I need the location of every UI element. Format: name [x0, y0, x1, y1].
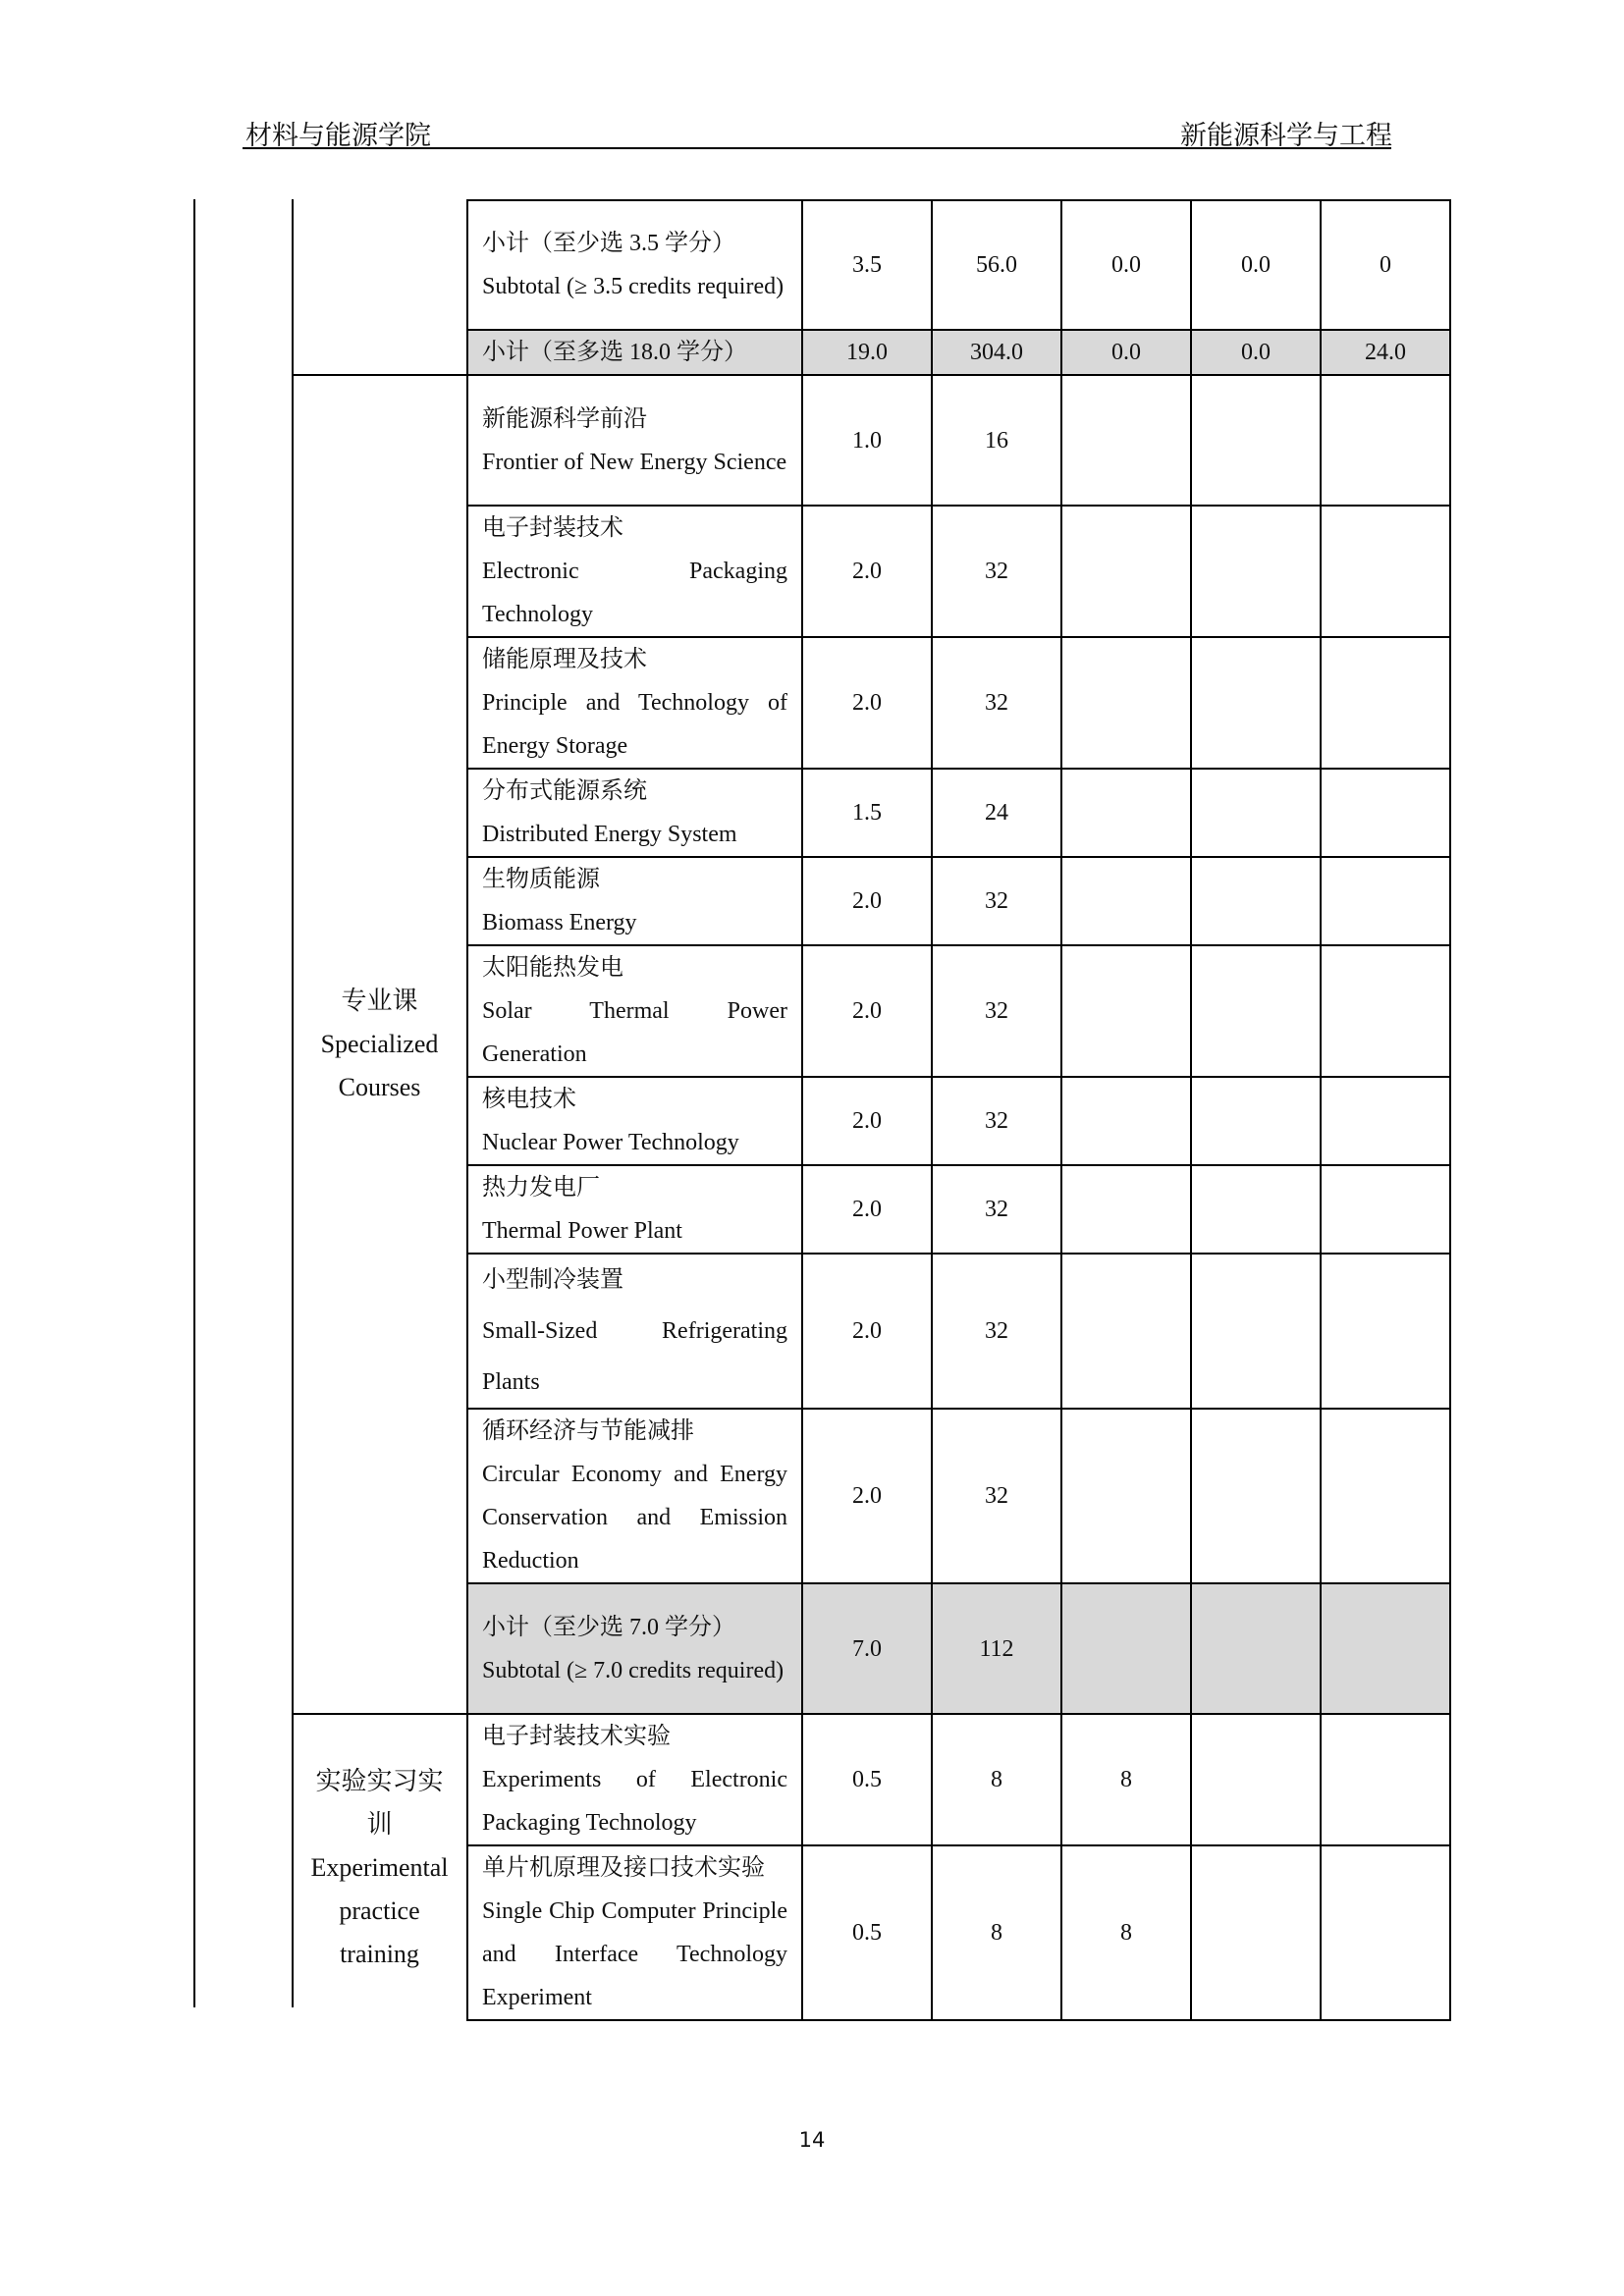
- value-cell: [1321, 1845, 1450, 2020]
- value-cell: 8: [1061, 1845, 1191, 2020]
- value-cell: [1321, 1254, 1450, 1409]
- course-name-cell: 新能源科学前沿 Frontier of New Energy Science: [467, 375, 802, 506]
- credits-cell: 2.0: [802, 1077, 932, 1165]
- value-cell: [1321, 506, 1450, 637]
- hours-cell: 8: [932, 1845, 1061, 2020]
- value-cell: 24.0: [1321, 330, 1450, 375]
- credits-cell: 19.0: [802, 330, 932, 375]
- value-cell: [1191, 506, 1321, 637]
- value-cell: [1321, 1077, 1450, 1165]
- hours-cell: 16: [932, 375, 1061, 506]
- value-cell: [1061, 506, 1191, 637]
- course-name-cell: 单片机原理及接口技术实验 Single Chip Computer Principle and Interface Technology Experiment: [467, 1845, 802, 2020]
- subtotal-name-cell: 小计（至少选 7.0 学分） Subtotal (≥ 7.0 credits required): [467, 1583, 802, 1714]
- table-row: [293, 1714, 1450, 1845]
- hours-cell: 56.0: [932, 200, 1061, 330]
- category-experimental: 实验实习实 训 Experimental practice training: [293, 1714, 467, 2020]
- course-name-cell: 分布式能源系统 Distributed Energy System: [467, 769, 802, 857]
- credits-cell: 1.0: [802, 375, 932, 506]
- course-name-cell: 小型制冷装置 Small-Sized Refrigerating Plants: [467, 1254, 802, 1409]
- header-rule: [243, 147, 1391, 149]
- course-name-cell: 生物质能源 Biomass Energy: [467, 857, 802, 945]
- course-name-cell: 热力发电厂 Thermal Power Plant: [467, 1165, 802, 1254]
- value-cell: [1061, 1409, 1191, 1583]
- credits-cell: 2.0: [802, 637, 932, 769]
- value-cell: [1321, 1583, 1450, 1714]
- hours-cell: 32: [932, 1254, 1061, 1409]
- course-table: [293, 199, 1451, 2021]
- subtotal-name-cell: 小计（至少选 3.5 学分） Subtotal (≥ 3.5 credits required): [467, 200, 802, 330]
- credits-cell: 2.0: [802, 1409, 932, 1583]
- value-cell: [1061, 375, 1191, 506]
- value-cell: [1191, 1409, 1321, 1583]
- value-cell: [1321, 375, 1450, 506]
- value-cell: [1191, 769, 1321, 857]
- hours-cell: 32: [932, 945, 1061, 1077]
- value-cell: [1061, 637, 1191, 769]
- hours-cell: 32: [932, 1077, 1061, 1165]
- hours-cell: 32: [932, 857, 1061, 945]
- value-cell: [1191, 1077, 1321, 1165]
- value-cell: [1191, 637, 1321, 769]
- value-cell: 0.0: [1191, 330, 1321, 375]
- value-cell: 0.0: [1061, 200, 1191, 330]
- value-cell: [1191, 945, 1321, 1077]
- hours-cell: 32: [932, 637, 1061, 769]
- credits-cell: 2.0: [802, 506, 932, 637]
- hours-cell: 8: [932, 1714, 1061, 1845]
- value-cell: [1321, 1714, 1450, 1845]
- credits-cell: 2.0: [802, 945, 932, 1077]
- credits-cell: 1.5: [802, 769, 932, 857]
- category-specialized: 专业课 Specialized Courses: [293, 375, 467, 1714]
- value-cell: [1061, 857, 1191, 945]
- course-name-cell: 太阳能热发电 Solar Thermal Power Generation: [467, 945, 802, 1077]
- value-cell: 0.0: [1191, 200, 1321, 330]
- table-row: [293, 375, 1450, 506]
- credits-cell: 2.0: [802, 857, 932, 945]
- value-cell: [1321, 857, 1450, 945]
- value-cell: 8: [1061, 1714, 1191, 1845]
- value-cell: [1321, 1409, 1450, 1583]
- hours-cell: 112: [932, 1583, 1061, 1714]
- value-cell: 0.0: [1061, 330, 1191, 375]
- credits-cell: 7.0: [802, 1583, 932, 1714]
- hours-cell: 32: [932, 1409, 1061, 1583]
- value-cell: [1061, 945, 1191, 1077]
- value-cell: [1321, 945, 1450, 1077]
- value-cell: [1321, 637, 1450, 769]
- value-cell: [1191, 375, 1321, 506]
- credits-cell: 3.5: [802, 200, 932, 330]
- value-cell: [1191, 1714, 1321, 1845]
- empty-category-cell: [293, 200, 467, 375]
- credits-cell: 0.5: [802, 1845, 932, 2020]
- hours-cell: 24: [932, 769, 1061, 857]
- credits-cell: 2.0: [802, 1165, 932, 1254]
- course-name-cell: 储能原理及技术 Principle and Technology of Energy Storage: [467, 637, 802, 769]
- value-cell: [1061, 769, 1191, 857]
- value-cell: [1061, 1077, 1191, 1165]
- header-major: 新能源科学与工程: [1180, 121, 1392, 150]
- hours-cell: 304.0: [932, 330, 1061, 375]
- page-number: 14: [798, 2128, 826, 2152]
- value-cell: [1321, 769, 1450, 857]
- course-name-cell: 电子封装技术实验 Experiments of Electronic Packaging Technology: [467, 1714, 802, 1845]
- outer-left-border: [193, 199, 195, 2007]
- credits-cell: 2.0: [802, 1254, 932, 1409]
- course-name-cell: 电子封装技术 Electronic Packaging Technology: [467, 506, 802, 637]
- value-cell: [1191, 857, 1321, 945]
- value-cell: [1061, 1583, 1191, 1714]
- value-cell: [1061, 1254, 1191, 1409]
- course-name-cell: 核电技术 Nuclear Power Technology: [467, 1077, 802, 1165]
- hours-cell: 32: [932, 1165, 1061, 1254]
- value-cell: [1191, 1583, 1321, 1714]
- value-cell: [1061, 1165, 1191, 1254]
- hours-cell: 32: [932, 506, 1061, 637]
- credits-cell: 0.5: [802, 1714, 932, 1845]
- course-name-cell: 循环经济与节能减排 Circular Economy and Energy Conservation and Emission Reduction: [467, 1409, 802, 1583]
- value-cell: [1191, 1845, 1321, 2020]
- value-cell: [1191, 1165, 1321, 1254]
- value-cell: 0: [1321, 200, 1450, 330]
- value-cell: [1191, 1254, 1321, 1409]
- header-college: 材料与能源学院: [245, 121, 431, 150]
- subtotal-name-cell: 小计（至多选 18.0 学分）: [467, 330, 802, 375]
- table-row: [293, 200, 1450, 330]
- value-cell: [1321, 1165, 1450, 1254]
